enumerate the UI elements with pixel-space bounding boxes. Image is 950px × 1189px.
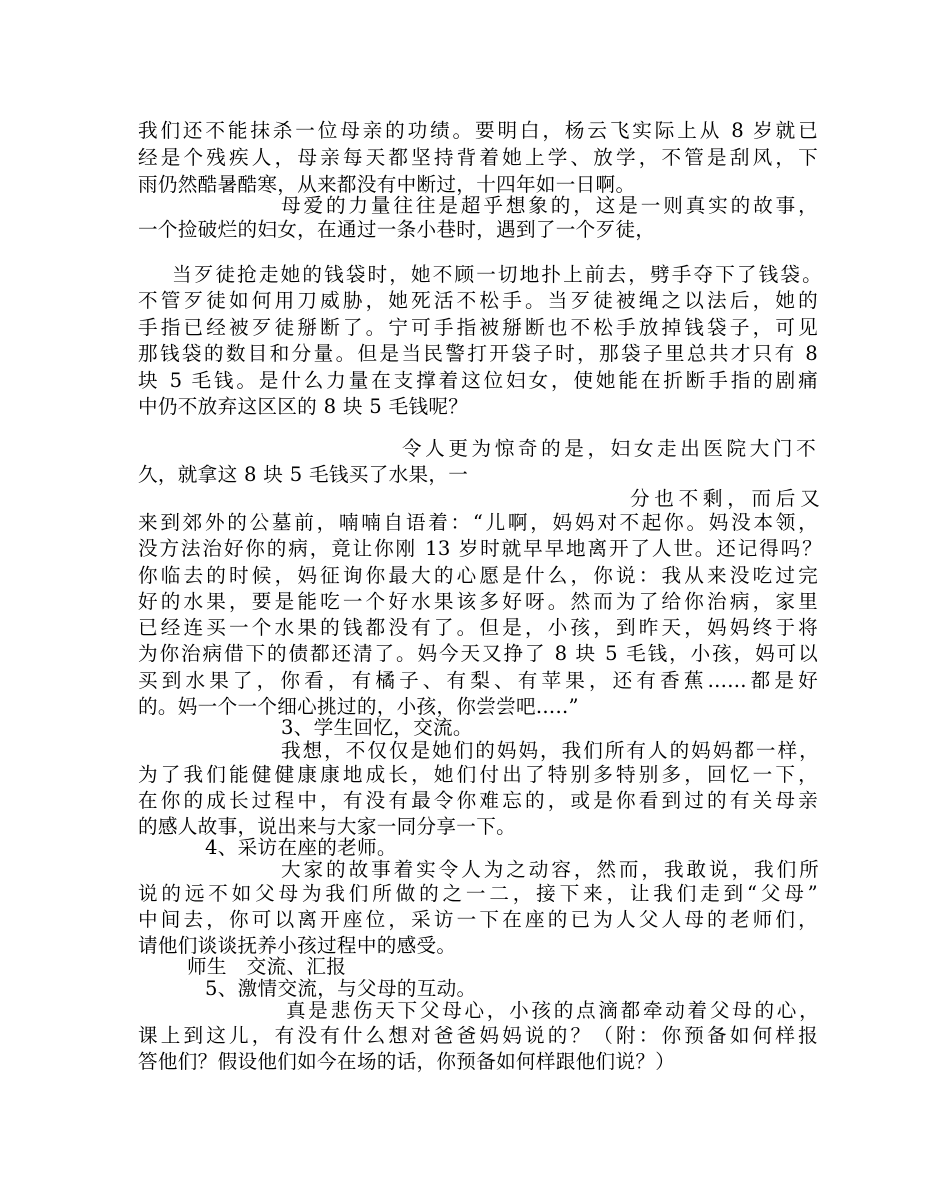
text-line: 课上到这儿，有没有什么想对爸爸妈妈说的？（附：你预备如何样报 (138, 1024, 818, 1047)
text-line: 大家的故事着实令人为之动容，然而，我敢说，我们所 (281, 858, 819, 881)
section-heading: 5、激情交流，与父母的互动。 (205, 977, 477, 1000)
text-line: 请他们谈谈抚养小孩过程中的感受。 (138, 934, 457, 957)
section-heading: 4、采访在座的老师。 (205, 836, 397, 859)
text-line: 我们还不能抹杀一位母亲的功绩。要明白，杨云飞实际上从 8 岁就已 (138, 119, 818, 142)
text-line: 雨仍然酷暑酷寒，从来都没有中断过，十四年如一日啊。 (138, 173, 636, 196)
text-line: 经是个残疾人，母亲每天都坚持背着她上学、放学，不管是刮风，下 (138, 146, 818, 169)
text-line: 中间去，你可以离开座位，采访一下在座的已为人父人母的老师们， (138, 908, 818, 931)
text-line: 那钱袋的数目和分量。但是当民警打开袋子时，那袋子里总共才只有 8 (138, 342, 818, 365)
text-line: 为你治病借下的债都还清了。妈今天又挣了 8 块 5 毛钱，小孩，妈可以 (138, 642, 818, 665)
text-line: 你临去的时候，妈征询你最大的心愿是什么，你说：我从来没吃过完 (138, 564, 818, 587)
section-heading: 3、学生回忆，交流。 (281, 716, 473, 739)
text-line: 为了我们能健健康康地成长，她们付出了特别多特别多，回忆一下， (138, 763, 818, 786)
text-line: 当歹徒抢走她的钱袋时，她不顾一切地扑上前去，劈手夺下了钱袋。 (172, 263, 822, 286)
text-line: 一个捡破烂的妇女，在通过一条小巷时，遇到了一个歹徒， (138, 218, 656, 241)
text-line: 来到郊外的公墓前，喃喃自语着：“儿啊，妈妈对不起你。妈没本领， (138, 511, 818, 534)
text-line: 手指已经被歹徒掰断了。宁可手指被掰断也不松手放掉钱袋子，可见 (138, 316, 818, 339)
text-line: 师生 交流、汇报 (187, 955, 347, 978)
text-line: 的感人故事，说出来与大家一同分享一下。 (138, 815, 516, 838)
text-line: 中仍不放弃这区区的 8 块 5 毛钱呢？ (138, 395, 469, 418)
text-line: 好的水果，要是能吃一个好水果该多好呀。然而为了给你治病，家里 (138, 590, 818, 613)
text-line: 久，就拿这 8 块 5 毛钱买了水果，一 (138, 463, 469, 486)
text-line: 没方法治好你的病，竟让你刚 13 岁时就早早地离开了人世。还记得吗？ (138, 537, 822, 560)
text-line: 真是悲伤天下父母心，小孩的点滴都牵动着父母的心， (286, 999, 819, 1022)
text-line: 不管歹徒如何用刀威胁，她死活不松手。当歹徒被绳之以法后，她的 (138, 289, 818, 312)
text-line: 已经连买一个水果的钱都没有了。但是，小孩，到昨天，妈妈终于将 (138, 616, 818, 639)
text-line: 答他们？假设他们如今在场的话，你预备如何样跟他们说？） (138, 1050, 676, 1073)
text-line: 在你的成长过程中，有没有最令你难忘的，或是你看到过的有关母亲 (138, 789, 818, 812)
text-line: 令人更为惊奇的是，妇女走出医院大门不 (402, 437, 816, 460)
text-line: 买到水果了，你看，有橘子、有梨、有苹果，还有香蕉......都是好 (138, 669, 818, 692)
text-line: 分也不剩，而后又 (630, 487, 820, 510)
text-line: 的。妈一个一个细心挑过的，小孩，你尝尝吧.....” (138, 695, 579, 718)
text-line: 我想，不仅仅是她们的妈妈，我们所有人的妈妈都一样， (281, 739, 819, 762)
text-line: 说的远不如父母为我们所做的之一二，接下来，让我们走到“父母” (138, 882, 818, 905)
text-line: 母爱的力量往往是超乎想象的，这是一则真实的故事， (281, 194, 818, 217)
text-line: 块 5 毛钱。是什么力量在支撑着这位妇女，使她能在折断手指的剧痛 (138, 369, 818, 392)
